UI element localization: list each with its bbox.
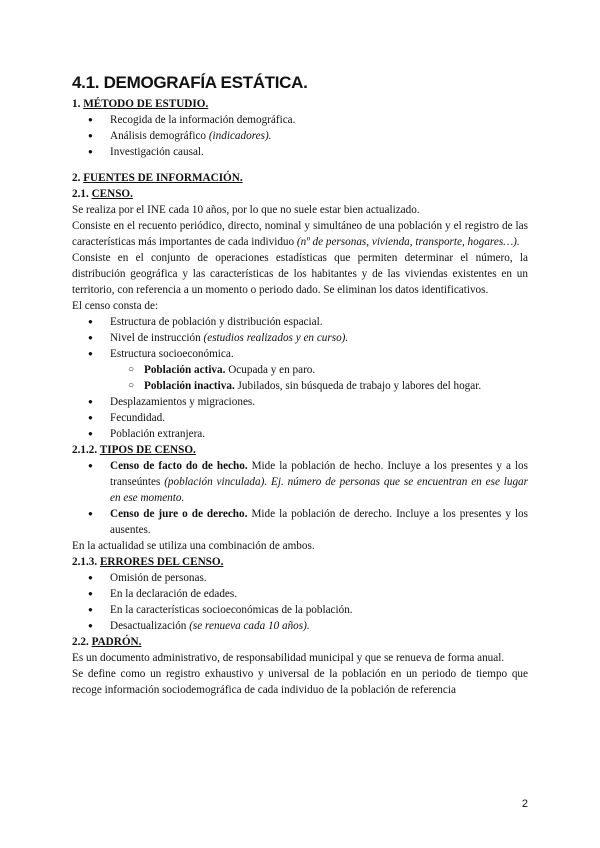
list-item: ○ Población activa. Ocupada y en paro. <box>72 362 528 378</box>
tipos-list <box>72 458 528 538</box>
list-item: ● Investigación causal. <box>72 144 528 160</box>
list-item: ● Análisis demográfico (indicadores). <box>72 128 528 144</box>
tipos-heading: 2.1.2. TIPOS DE CENSO. <box>72 444 196 456</box>
list-item: ● Desplazamientos y migraciones. <box>72 394 528 410</box>
list-item: ● Omisión de personas. <box>72 570 528 586</box>
list-item: ● En la declaración de edades. <box>72 586 528 602</box>
errores-heading: 2.1.3. ERRORES DEL CENSO. <box>72 556 224 568</box>
list-item: ● Nivel de instrucción (estudios realizados y en curso). <box>72 330 528 346</box>
page-title: 4.1. DEMOGRAFÍA ESTÁTICA. <box>72 73 308 92</box>
list-item: ○ Población inactiva. Jubilados, sin búsqueda de trabajo y labores del hogar. <box>72 378 528 394</box>
list-item: ● Desactualización (se renueva cada 10 años). <box>72 618 528 634</box>
section-number: 2. <box>72 172 81 184</box>
paragraph: Consiste en el conjunto de operaciones estadísticas que permiten determinar el número, la distribución geográfica y las características de los habitantes y de las viviendas existentes en un territorio, con referencia a un momento o periodo dado. Se eliminan los datos identificativos. <box>72 252 528 296</box>
paragraph: Se define como un registro exhaustivo y universal de la población en un periodo de tiempo que recoge información sociodemográfica de cada individuo de la población de referencia <box>72 668 528 696</box>
list-item: ● Censo de facto do de hecho. Mide la población de hecho. Incluye a los presentes y a los transeúntes (población vinculada). Ej. número de personas que se encuentran en ese lugar en ese momento. <box>72 458 528 506</box>
section-number: 1. <box>72 98 81 110</box>
document-page <box>72 72 528 698</box>
censo-list-continued <box>72 394 528 442</box>
censo-list <box>72 314 528 362</box>
page-number: 2 <box>521 798 528 810</box>
list-item: ● Fecundidad. <box>72 410 528 426</box>
method-list <box>72 112 528 160</box>
list-item: ● Censo de jure o de derecho. Mide la población de derecho. Incluye a los presentes y los ausentes. <box>72 506 528 538</box>
paragraph: Se realiza por el INE cada 10 años, por lo que no suele estar bien actualizado. <box>72 204 420 216</box>
errores-list <box>72 570 528 634</box>
padron-heading: 2.2. PADRÓN. <box>72 636 142 648</box>
paragraph: En la actualidad se utiliza una combinación de ambos. <box>72 540 315 552</box>
section-title: FUENTES DE INFORMACIÓN. <box>83 172 243 184</box>
socioeconomic-sublist <box>72 362 528 394</box>
section-title: MÉTODO DE ESTUDIO. <box>83 98 209 110</box>
section-2-heading <box>72 170 528 186</box>
list-item: ● Estructura de población y distribución espacial. <box>72 314 528 330</box>
paragraph: Consiste en el recuento periódico, directo, nominal y simultáneo de una población y el registro de las características más importantes de cada individuo (nº de personas, vivienda, transporte, hogares…). <box>72 220 528 248</box>
paragraph: Es un documento administrativo, de responsabilidad municipal y que se renueva de forma anual. <box>72 652 505 664</box>
list-item: ● Recogida de la información demográfica. <box>72 112 528 128</box>
list-item: ● Población extranjera. <box>72 426 528 442</box>
censo-heading: 2.1. CENSO. <box>72 188 133 200</box>
list-item: ● Estructura socioeconómica. <box>72 346 528 362</box>
list-item: ● En la características socioeconómicas de la población. <box>72 602 528 618</box>
paragraph: El censo consta de: <box>72 300 159 312</box>
section-1-heading <box>72 96 528 112</box>
